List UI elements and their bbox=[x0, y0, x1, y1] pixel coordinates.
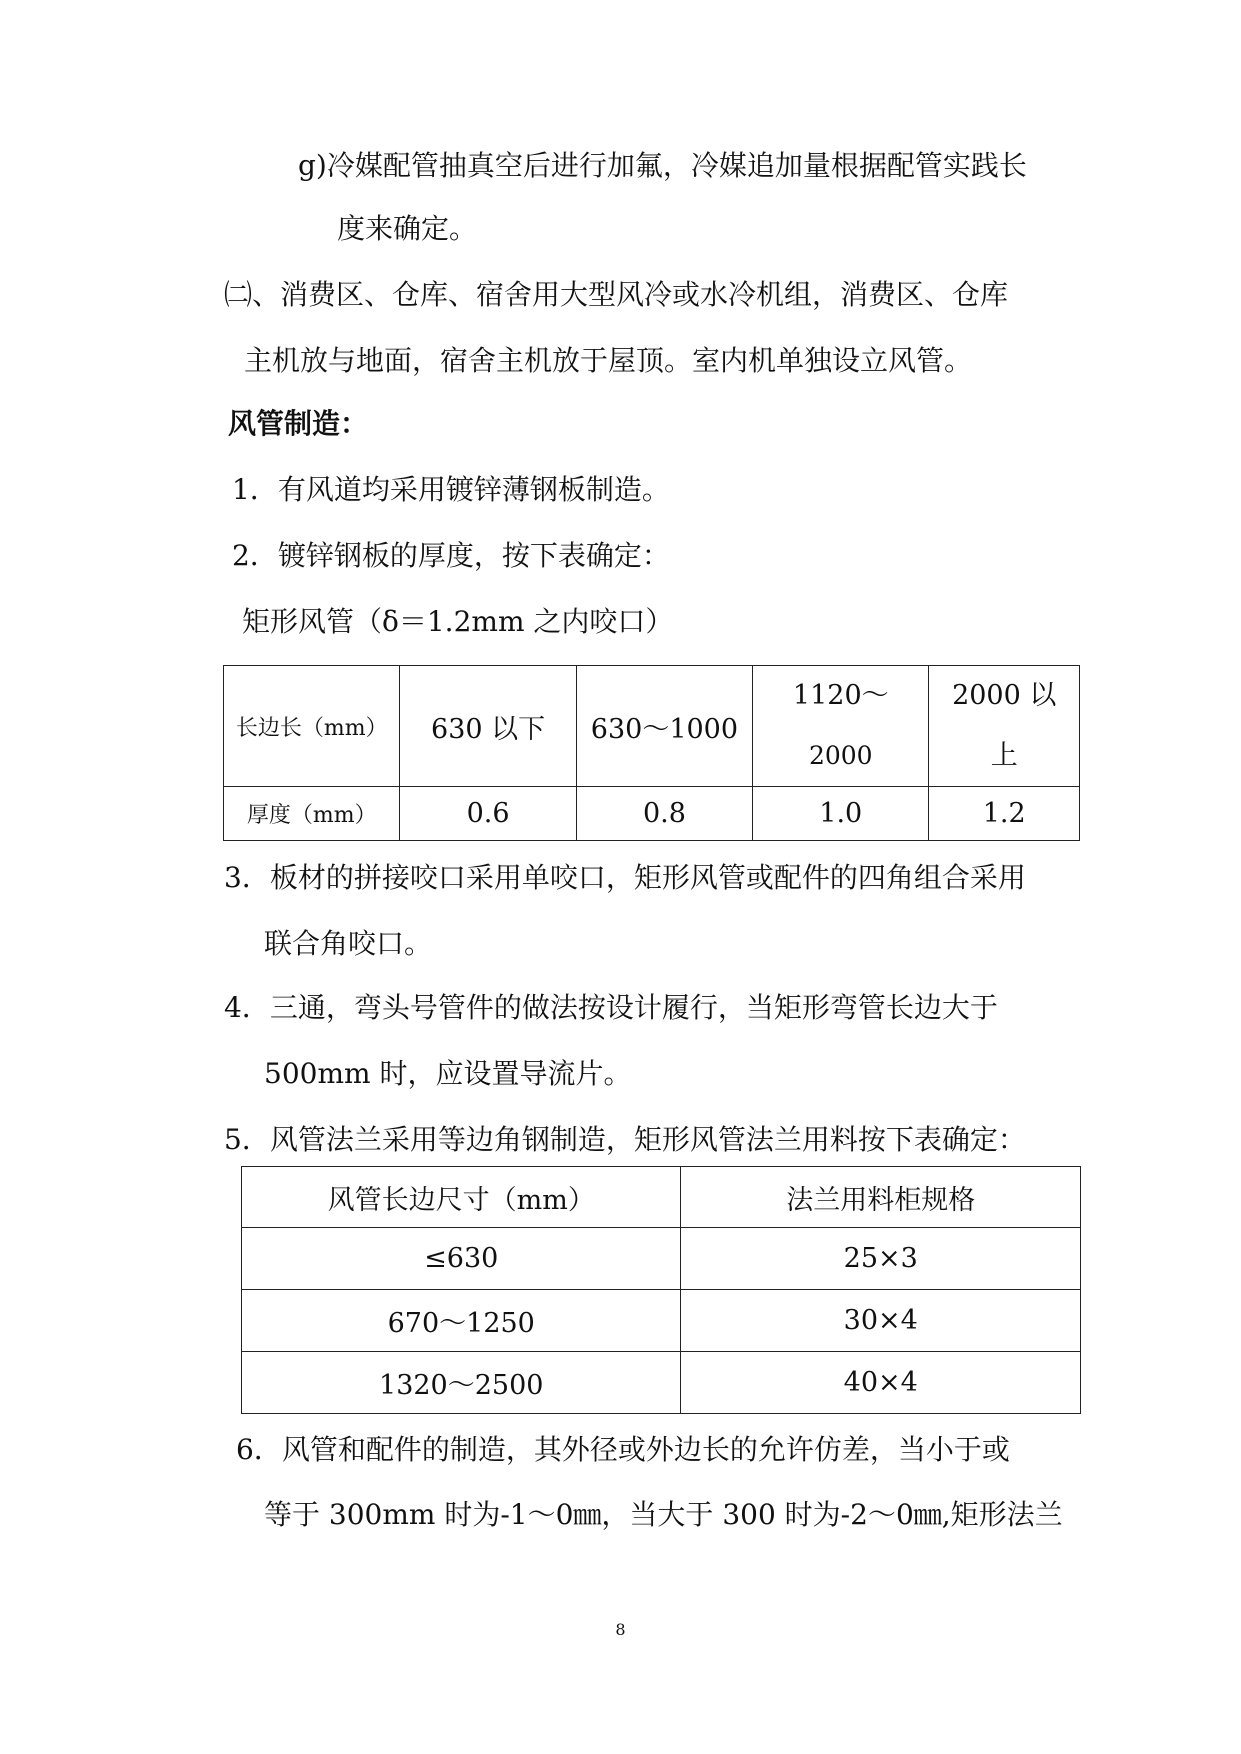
list-item-4-line1: 4．三通，弯头号管件的做法按设计履行，当矩形弯管长边大于 bbox=[224, 991, 998, 1024]
table-cell-two-line bbox=[929, 666, 1080, 787]
table-row bbox=[242, 1228, 1081, 1290]
page-number: 8 bbox=[615, 1620, 626, 1639]
list-item-5: 5．风管法兰采用等边角钢制造，矩形风管法兰用料按下表确定： bbox=[224, 1123, 1026, 1156]
table-row bbox=[224, 666, 1080, 787]
paragraph-section2-line2: 主机放与地面，宿舍主机放于屋顶。室内机单独设立风管。 bbox=[244, 344, 973, 377]
list-item-4-line2: 500mm 时，应设置导流片。 bbox=[264, 1057, 632, 1090]
flange-material-table bbox=[241, 1166, 1081, 1414]
table-header-row bbox=[242, 1167, 1081, 1228]
section-heading-duct-manufacturing: 风管制造： bbox=[228, 407, 369, 440]
table-cell: 25×3 bbox=[681, 1228, 1081, 1290]
list-item-6-line1: 6．风管和配件的制造，其外径或外边长的允许仿差，当小于或 bbox=[236, 1433, 1010, 1466]
table-cell: 0.8 bbox=[576, 787, 752, 841]
table-cell: 0.6 bbox=[400, 787, 576, 841]
table-cell-label: 长边长（mm） bbox=[224, 666, 400, 787]
table-cell: 1.0 bbox=[753, 787, 929, 841]
list-item-3-line2: 联合角咬口。 bbox=[264, 927, 433, 960]
list-item-2: 2．镀锌钢板的厚度，按下表确定： bbox=[232, 539, 670, 572]
paragraph-g-item-line2: 度来确定。 bbox=[337, 212, 478, 245]
cell-line-2: 上 bbox=[990, 740, 1018, 771]
list-item-3-line1: 3．板材的拼接咬口采用单咬口，矩形风管或配件的四角组合采用 bbox=[224, 861, 1026, 894]
table-header-cell: 法兰用料柜规格 bbox=[681, 1167, 1081, 1228]
paragraph-g-item-line1: g)冷媒配管抽真空后进行加氟，冷媒追加量根据配管实践长 bbox=[298, 149, 1027, 182]
cell-line-2: 2000 bbox=[808, 741, 873, 770]
table-header-cell: 风管长边尺寸（mm） bbox=[242, 1167, 681, 1228]
table-cell: 30×4 bbox=[681, 1290, 1081, 1352]
table1-caption: 矩形风管（δ＝1.2mm 之内咬口） bbox=[242, 605, 674, 638]
table-cell-label: 厚度（mm） bbox=[224, 787, 400, 841]
table-cell: 40×4 bbox=[681, 1352, 1081, 1414]
table-cell: 670～1250 bbox=[242, 1290, 681, 1352]
table-cell: 1320～2500 bbox=[242, 1352, 681, 1414]
table-cell-two-line bbox=[753, 666, 929, 787]
table-cell: 630～1000 bbox=[576, 666, 752, 787]
table-row bbox=[242, 1290, 1081, 1352]
steel-thickness-table bbox=[223, 665, 1080, 841]
table-row bbox=[224, 787, 1080, 841]
table-cell: ≤630 bbox=[242, 1228, 681, 1290]
cell-line-1: 2000 以 bbox=[952, 680, 1057, 711]
table-cell: 630 以下 bbox=[400, 666, 576, 787]
list-item-6-line2: 等于 300mm 时为-1～0㎜，当大于 300 时为-2～0㎜,矩形法兰 bbox=[264, 1498, 1063, 1531]
paragraph-section2-line1: ㈡、消费区、仓库、宿舍用大型风冷或水冷机组，消费区、仓库 bbox=[224, 278, 1009, 311]
table-cell: 1.2 bbox=[929, 787, 1080, 841]
table-row bbox=[242, 1352, 1081, 1414]
list-item-1: 1．有风道均采用镀锌薄钢板制造。 bbox=[232, 473, 670, 506]
cell-line-1: 1120～ bbox=[792, 680, 889, 711]
